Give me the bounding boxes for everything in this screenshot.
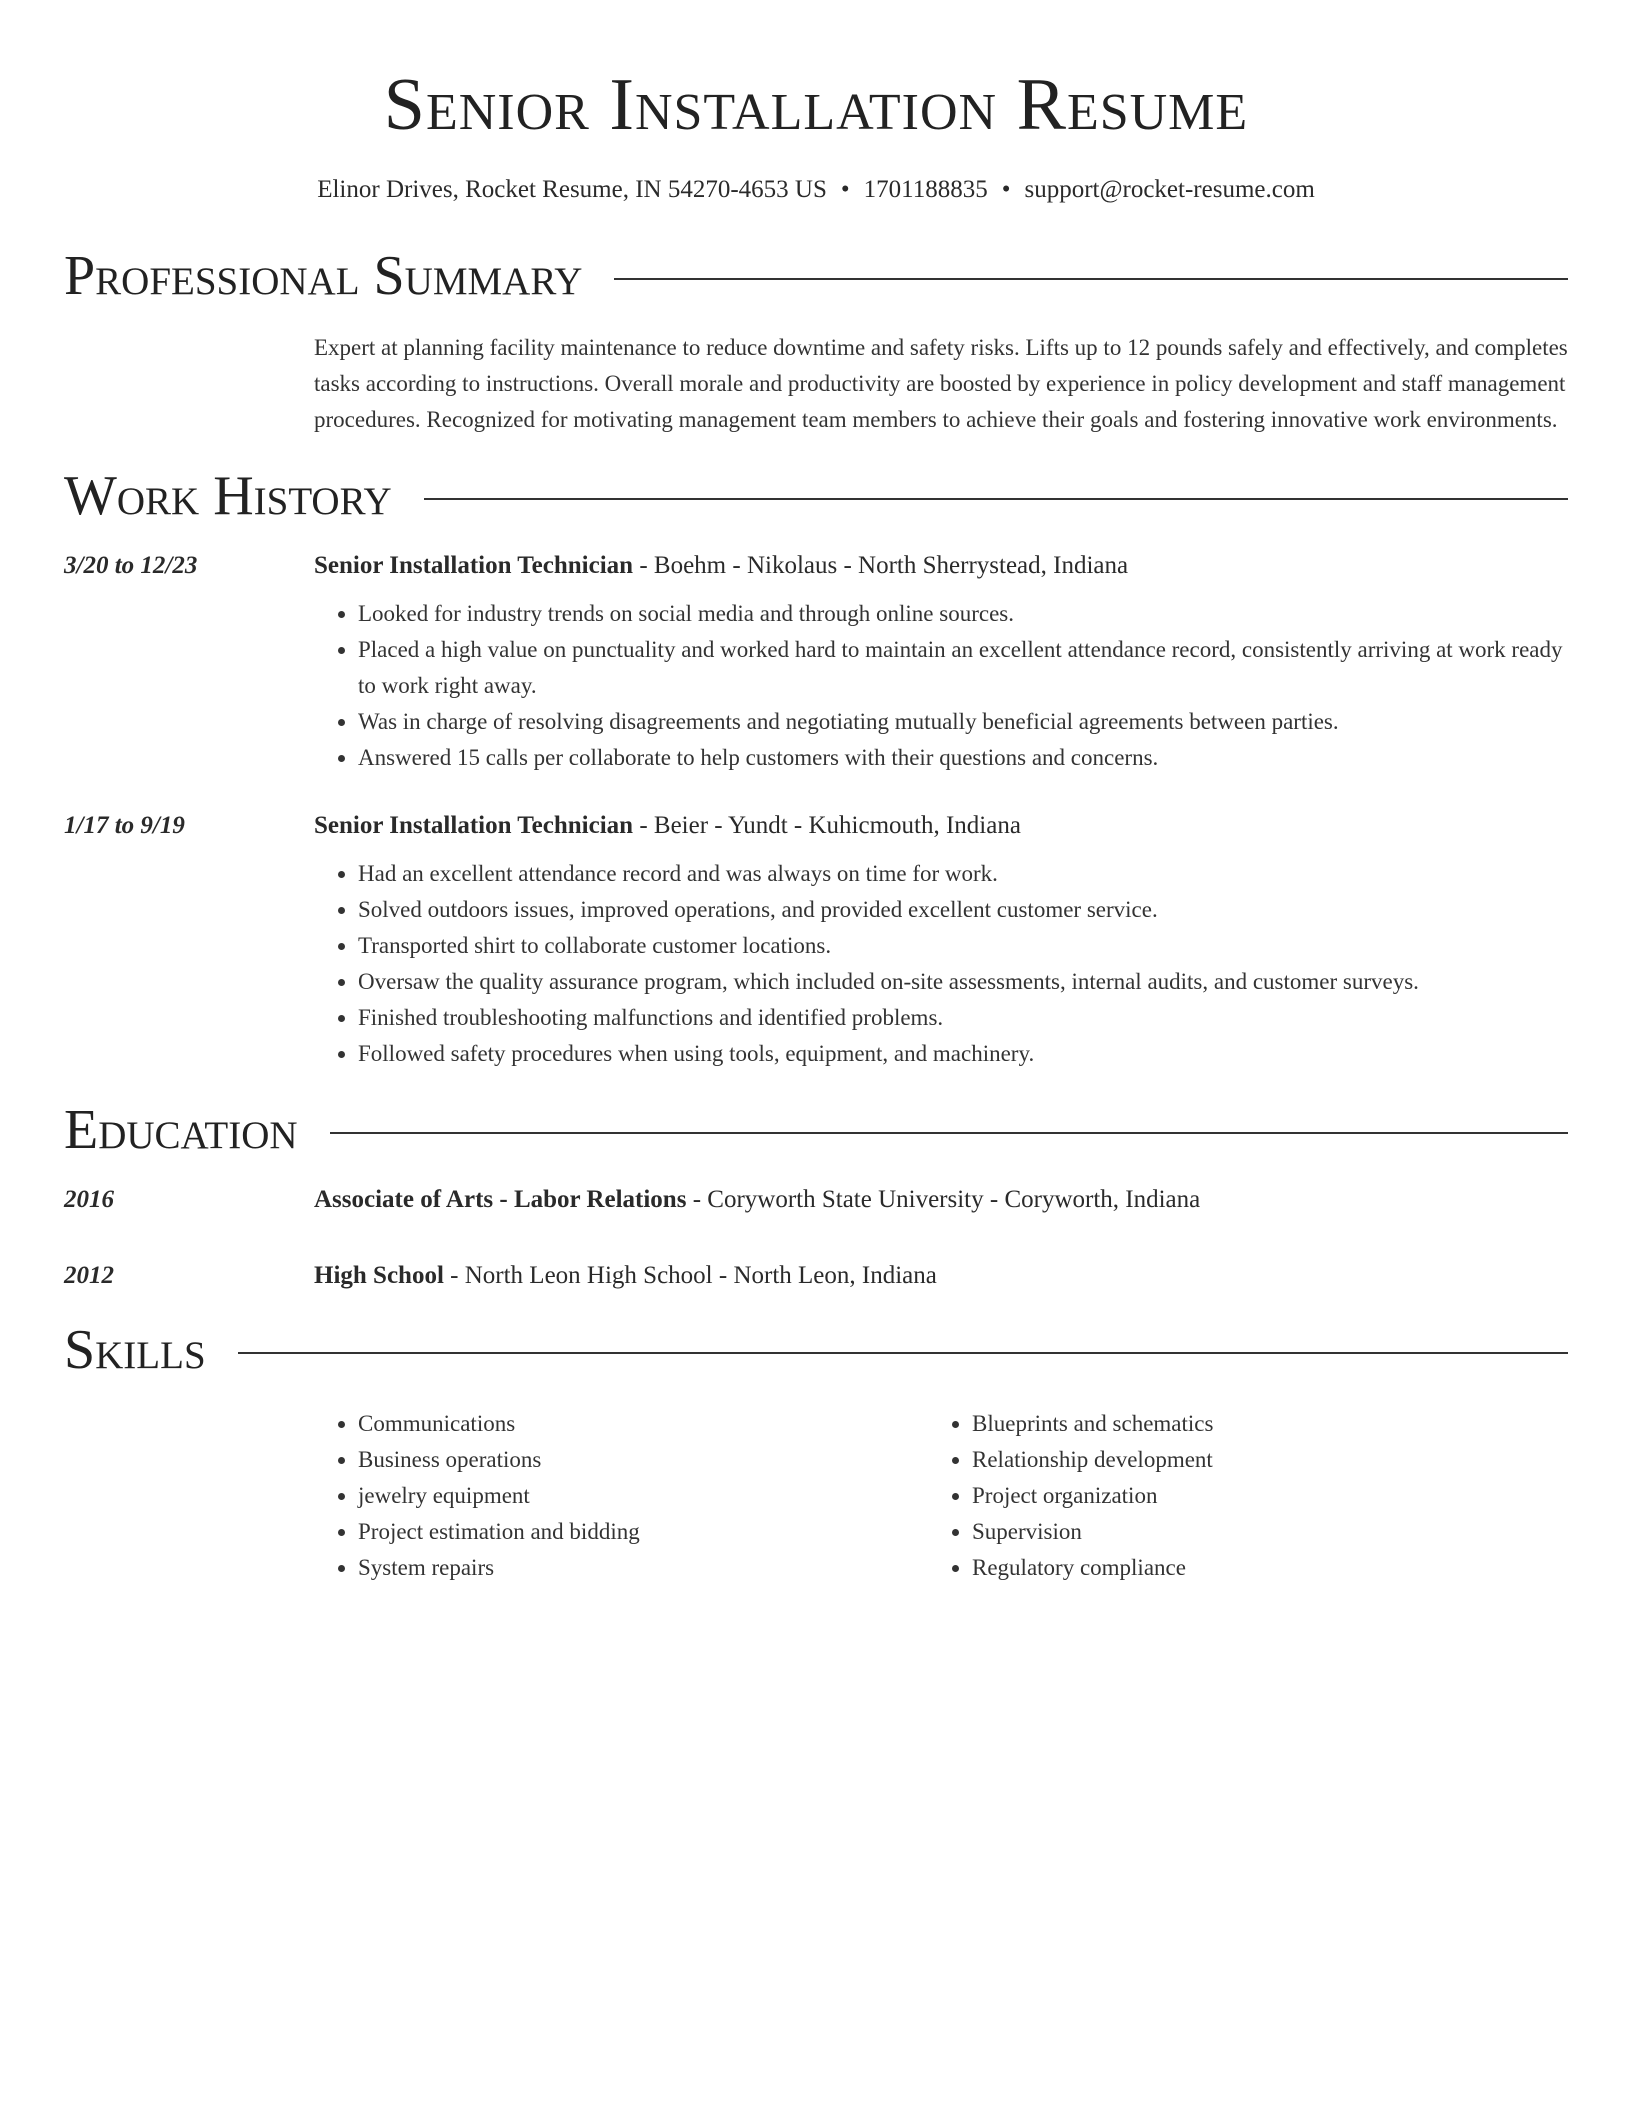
education-year: 2016 xyxy=(64,1186,114,1213)
job-bullets xyxy=(314,596,1568,776)
education-entry xyxy=(64,1260,1568,1292)
skill-item: • Communications xyxy=(358,1406,928,1442)
job-bullet: • Finished troubleshooting malfunctions and identified problems. xyxy=(358,1000,1568,1036)
job-bullet: • Transported shirt to collaborate customer locations. xyxy=(358,928,1568,964)
summary-text: Expert at planning facility maintenance to reduce downtime and safety risks. Lifts up to 12 pounds safely and effectively, and completes tasks according to instructions. Overall morale and productivity are boosted by experience in policy development and staff management procedures. Recognized for motivating management team members to achieve their goals and fostering innovative work environments. xyxy=(314,335,1568,432)
skill-item: • Project organization xyxy=(972,1478,1542,1514)
resume-title: Senior Installation Resume xyxy=(383,64,1249,146)
job-dates: 1/17 to 9/19 xyxy=(64,812,185,839)
education-entry xyxy=(64,1184,1568,1216)
job-bullet: • Solved outdoors issues, improved operations, and provided excellent customer service. xyxy=(358,892,1568,928)
job-dates: 3/20 to 12/23 xyxy=(64,552,198,579)
skill-item: • Relationship development xyxy=(972,1442,1542,1478)
education-heading-line xyxy=(314,1184,1568,1216)
skill-item: • Regulatory compliance xyxy=(972,1550,1542,1586)
job-bullets xyxy=(314,856,1568,1072)
section-divider xyxy=(330,1132,1568,1134)
job-bullet: • Had an excellent attendance record and was always on time for work. xyxy=(358,856,1568,892)
job-bullet: • Followed safety procedures when using tools, equipment, and machinery. xyxy=(358,1036,1568,1072)
skill-item: • Business operations xyxy=(358,1442,928,1478)
section-divider xyxy=(424,498,1568,500)
contact-address: Elinor Drives, Rocket Resume, IN 54270-4653 US xyxy=(317,176,827,203)
education-section-header xyxy=(64,1098,1568,1162)
job-heading xyxy=(314,550,1568,582)
skills-column-left xyxy=(314,1406,928,1586)
job-bullet: • Oversaw the quality assurance program, which included on-site assessments, internal audits, and customer surveys. xyxy=(358,964,1568,1000)
skill-item: • Blueprints and schematics xyxy=(972,1406,1542,1442)
job-title: Senior Installation Technician xyxy=(314,812,634,839)
skills-section-header xyxy=(64,1318,1568,1382)
job-details: - Boehm - Nikolaus - North Sherrystead, Indiana xyxy=(633,552,1129,579)
skills-heading: Skills xyxy=(64,1319,206,1381)
job-entry xyxy=(64,550,1568,776)
skill-item: • Project estimation and bidding xyxy=(358,1514,928,1550)
education-heading: Education xyxy=(64,1099,298,1161)
job-bullet: • Was in charge of resolving disagreements and negotiating mutually beneficial agreements between parties. xyxy=(358,704,1568,740)
job-bullet: • Placed a high value on punctuality and worked hard to maintain an excellent attendance record, consistently arriving at work ready to work right away. xyxy=(358,632,1568,704)
job-bullet: • Looked for industry trends on social media and through online sources. xyxy=(358,596,1568,632)
education-heading-line xyxy=(314,1260,1568,1292)
education-degree: High School xyxy=(314,1262,444,1289)
contact-phone: 1701188835 xyxy=(863,176,988,203)
job-entry xyxy=(64,810,1568,1072)
contact-separator: • xyxy=(1001,176,1011,203)
skill-item: • jewelry equipment xyxy=(358,1478,928,1514)
job-bullet: • Answered 15 calls per collaborate to help customers with their questions and concerns. xyxy=(358,740,1568,776)
skill-item: • Supervision xyxy=(972,1514,1542,1550)
job-title: Senior Installation Technician xyxy=(314,552,634,579)
education-details: - Coryworth State University - Coryworth, Indiana xyxy=(686,1186,1201,1213)
skills-column-right xyxy=(928,1406,1542,1586)
contact-line xyxy=(64,174,1568,206)
skills-list xyxy=(314,1406,1568,1586)
education-degree: Associate of Arts - Labor Relations xyxy=(314,1186,687,1213)
work-history-heading: Work History xyxy=(64,465,392,527)
section-divider xyxy=(238,1352,1568,1354)
job-heading xyxy=(314,810,1568,842)
summary-section-header xyxy=(64,244,1568,308)
summary-heading: Professional Summary xyxy=(64,245,583,307)
contact-email: support@rocket-resume.com xyxy=(1024,176,1315,203)
education-details: - North Leon High School - North Leon, Indiana xyxy=(443,1262,937,1289)
contact-separator: • xyxy=(840,176,850,203)
education-year: 2012 xyxy=(64,1262,114,1289)
section-divider xyxy=(614,278,1568,280)
work-history-section-header xyxy=(64,464,1568,528)
job-details: - Beier - Yundt - Kuhicmouth, Indiana xyxy=(633,812,1021,839)
skill-item: • System repairs xyxy=(358,1550,928,1586)
resume-page xyxy=(64,0,1568,1586)
